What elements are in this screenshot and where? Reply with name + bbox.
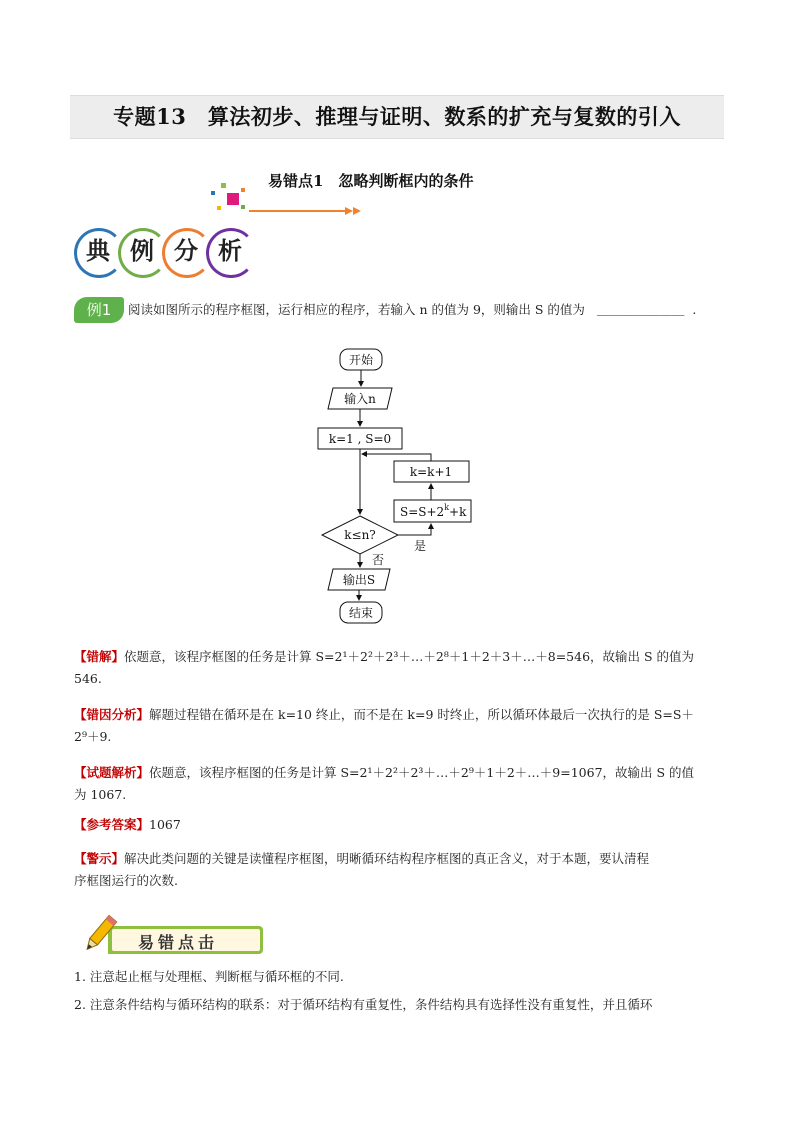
analysis-tag: 【试题解析】 <box>74 765 150 780</box>
tips-banner <box>78 912 264 956</box>
deco-square-yellow <box>217 206 221 210</box>
start-label: 开始 <box>348 353 374 367</box>
end-label: 结束 <box>348 606 374 620</box>
deco-square-green2 <box>241 205 245 209</box>
reason-text: 解题过程错在循环是在 k=10 终止，而不是在 k=9 时终止，所以循环体最后一次执行的是 S=S＋ <box>149 707 694 722</box>
update-s-tail: +k <box>449 505 467 519</box>
output-label: 输出S <box>342 573 376 587</box>
update-k-label: k=k+1 <box>409 465 453 479</box>
answer-blank: ＿＿＿＿＿＿＿ <box>596 302 685 317</box>
init-label: k=1 , S=0 <box>328 432 392 446</box>
section-title: 易错点1 忽略判断框内的条件 <box>268 172 474 190</box>
analysis-text-cont: 为 1067. <box>74 787 127 802</box>
reason-text-cont: 2⁹＋9. <box>74 729 112 744</box>
input-label: 输入n <box>344 392 376 406</box>
example-badge: 例1 <box>74 297 124 323</box>
example-banner <box>74 228 254 274</box>
tip-item: 1. 注意起止框与处理框、判断框与循环框的不同. <box>74 969 344 984</box>
update-s-label <box>400 503 467 519</box>
warning-text: 解决此类问题的关键是读懂程序框图，明晰循环结构程序框图的真正含义，对于本题，要认清程 <box>124 851 650 866</box>
warning-tag: 【警示】 <box>74 851 125 866</box>
wrong-solution <box>74 646 724 690</box>
deco-square-pink <box>227 193 239 205</box>
example-question <box>128 299 696 321</box>
decision-label: k≤n? <box>344 528 376 542</box>
yes-label: 是 <box>414 539 427 553</box>
example-text: 阅读如图所示的程序框图，运行相应的程序，若输入 n 的值为 9，则输出 S 的值为 <box>128 302 585 317</box>
wrong-text: 依题意，该程序框图的任务是计算 S=2¹＋2²＋2³＋…＋2⁸＋1＋2＋3＋…＋8=546，故输出 S 的值为 <box>124 649 695 664</box>
update-s-exp: k <box>444 503 450 512</box>
arrow-right-icon <box>353 207 361 215</box>
wrong-tag: 【错解】 <box>74 649 125 664</box>
flowchart <box>300 340 500 630</box>
title-bar <box>70 95 724 139</box>
analysis-text: 依题意，该程序框图的任务是计算 S=2¹＋2²＋2³＋…＋2⁹＋1＋2＋…＋9=1067，故输出 S 的值 <box>149 765 695 780</box>
banner-char: 析 <box>211 232 249 270</box>
deco-square-orange <box>241 188 245 192</box>
warning <box>74 848 724 892</box>
reason-tag: 【错因分析】 <box>74 707 150 722</box>
answer-text: 1067 <box>149 817 181 832</box>
deco-square-blue <box>211 191 215 195</box>
answer-tag: 【参考答案】 <box>74 817 150 832</box>
banner-char: 典 <box>79 232 117 270</box>
warning-text-cont: 序框图运行的次数. <box>74 873 178 888</box>
deco-square-green <box>221 183 226 188</box>
example-end: . <box>692 302 697 317</box>
tip-item: 2. 注意条件结构与循环结构的联系：对于循环结构有重复性，条件结构具有选择性没有重复性，并且循环 <box>74 997 653 1012</box>
tips-banner-text: 易错点击 <box>138 933 219 952</box>
wrong-text-cont: 546. <box>74 671 102 686</box>
arrow-right-icon <box>345 207 353 215</box>
error-reason <box>74 704 724 748</box>
page-title: 专题13 算法初步、推理与证明、数系的扩充与复数的引入 <box>113 104 681 129</box>
banner-char: 分 <box>167 232 205 270</box>
banner-char: 例 <box>123 232 161 270</box>
no-label: 否 <box>372 553 385 567</box>
analysis <box>74 762 724 806</box>
pencil-icon <box>78 912 122 956</box>
update-s-main: S=S+2 <box>400 505 445 519</box>
reference-answer <box>74 814 181 836</box>
